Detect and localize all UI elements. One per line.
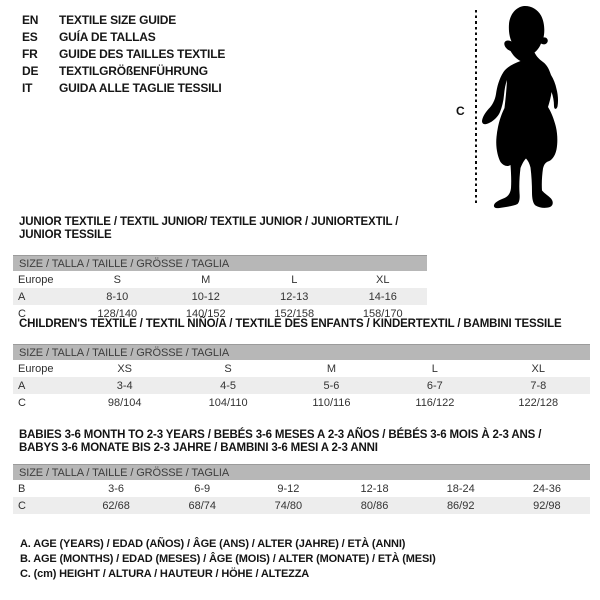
language-code: EN — [22, 12, 39, 27]
babies-size-table — [13, 464, 590, 514]
size-cell: S — [113, 273, 121, 286]
size-cell: 62/68 — [102, 499, 130, 512]
size-cell: 9-12 — [277, 482, 300, 495]
language-code: DE — [22, 63, 39, 78]
height-dotted-line — [475, 10, 477, 206]
size-cell: 24-36 — [532, 482, 561, 495]
language-row — [22, 79, 225, 96]
language-code: ES — [22, 29, 38, 44]
legend-notes — [20, 537, 436, 582]
size-cell: 3-6 — [108, 482, 125, 495]
size-header-bar: SIZE / TALLA / TAILLE / GRÖSSE / TAGLIA — [13, 345, 590, 361]
junior-size-table — [13, 255, 427, 322]
section-title-line: BABIES 3-6 MONTH TO 2-3 YEARS / BEBÉS 3-6 MESES A 2-3 AÑOS / BÉBÉS 3-6 MOIS À 2-3 ANS / — [19, 429, 542, 441]
language-label: TEXTILGRÖßENFÜHRUNG — [59, 63, 208, 78]
size-cell: 8-10 — [106, 290, 129, 303]
babies-section-title — [13, 429, 590, 455]
junior-table-section — [13, 216, 427, 322]
size-cell: 18-24 — [446, 482, 475, 495]
size-cell: 92/98 — [533, 499, 561, 512]
table-row — [13, 271, 427, 288]
legend-note: A. AGE (YEARS) / EDAD (AÑOS) / ÂGE (ANS) / ALTER (JAHRE) / ETÀ (ANNI) — [20, 538, 406, 550]
babies-table-section — [13, 429, 590, 514]
legend-note: B. AGE (MONTHS) / EDAD (MESES) / ÂGE (MOIS) / ALTER (MONATE) / ETÀ (MESI) — [20, 553, 436, 565]
children-table-section — [13, 318, 590, 411]
table-row — [13, 480, 590, 497]
size-cell: 152/158 — [274, 307, 315, 320]
row-label: Europe — [18, 273, 54, 286]
row-label: C — [18, 307, 26, 320]
size-header-row — [13, 345, 590, 361]
size-cell: M — [201, 273, 211, 286]
size-cell: 68/74 — [188, 499, 216, 512]
language-label: GUIDE DES TAILLES TEXTILE — [59, 46, 226, 61]
size-header-bar: SIZE / TALLA / TAILLE / GRÖSSE / TAGLIA — [13, 256, 427, 272]
size-cell: 10-12 — [191, 290, 220, 303]
language-row — [22, 62, 225, 79]
children-section-title — [13, 318, 590, 331]
size-cell: 128/140 — [97, 307, 138, 320]
language-label: GUIDA ALLE TAGLIE TESSILI — [59, 80, 222, 95]
size-cell: 110/116 — [312, 396, 351, 409]
size-header-bar: SIZE / TALLA / TAILLE / GRÖSSE / TAGLIA — [13, 465, 590, 481]
size-cell: 86/92 — [446, 499, 475, 512]
junior-section-title — [13, 216, 427, 242]
size-cell: L — [431, 362, 438, 375]
language-row — [22, 28, 225, 45]
size-cell: XL — [376, 273, 390, 286]
language-row — [22, 45, 225, 62]
language-list — [22, 11, 225, 96]
size-header-row — [13, 256, 427, 272]
language-row — [22, 11, 225, 28]
row-label: A — [18, 379, 26, 392]
size-cell: S — [224, 362, 232, 375]
size-cell: 98/104 — [107, 396, 142, 409]
language-code: FR — [22, 46, 38, 61]
row-label: Europe — [18, 362, 54, 375]
size-cell: 3-4 — [116, 379, 133, 392]
row-label: B — [18, 482, 26, 495]
legend-note: C. (cm) HEIGHT / ALTURA / HAUTEUR / HÖHE / ALTEZZA — [20, 568, 310, 580]
children-size-table — [13, 344, 590, 411]
size-cell: XL — [531, 362, 546, 375]
size-cell: XS — [117, 362, 133, 375]
section-title-line: CHILDREN'S TEXTILE / TEXTIL NIÑO/A / TEXTILE DES ENFANTS / KINDERTEXTIL / BAMBINI TESSILE — [19, 318, 562, 330]
section-title-line: JUNIOR TEXTILE / TEXTIL JUNIOR/ TEXTILE JUNIOR / JUNIORTEXTIL / JUNIOR TESSILE — [19, 216, 399, 241]
size-cell: 5-6 — [323, 379, 340, 392]
size-cell: 14-16 — [368, 290, 397, 303]
size-cell: 12-18 — [360, 482, 389, 495]
size-cell: 80/86 — [360, 499, 389, 512]
row-label: A — [18, 290, 26, 303]
baby-silhouette-icon — [481, 5, 573, 211]
size-cell: 7-8 — [530, 379, 547, 392]
size-cell: 74/80 — [274, 499, 303, 512]
row-label: C — [18, 499, 26, 512]
section-title-line: BABYS 3-6 MONATE BIS 2-3 JAHRE / BAMBINI 3-6 MESI A 2-3 ANNI — [19, 442, 378, 454]
height-label-c: C — [456, 104, 465, 118]
size-cell: 158/170 — [362, 307, 403, 320]
table-row — [13, 394, 590, 411]
size-cell: 6-9 — [194, 482, 211, 495]
size-cell: 12-13 — [280, 290, 309, 303]
row-label: C — [18, 396, 26, 409]
size-cell: 6-7 — [426, 379, 443, 392]
language-label: GUÍA DE TALLAS — [59, 29, 156, 44]
table-row — [13, 288, 427, 305]
table-row — [13, 377, 590, 394]
table-row — [13, 497, 590, 514]
size-cell: 122/128 — [518, 396, 559, 409]
language-label: TEXTILE SIZE GUIDE — [59, 12, 177, 27]
size-cell: M — [326, 362, 337, 375]
size-cell: 4-5 — [220, 379, 237, 392]
size-header-row — [13, 465, 590, 481]
language-code: IT — [22, 80, 33, 95]
table-row — [13, 360, 590, 377]
size-cell: L — [291, 273, 298, 286]
size-cell: 104/110 — [208, 396, 248, 409]
size-cell: 116/122 — [415, 396, 455, 409]
size-cell: 140/152 — [185, 307, 226, 320]
